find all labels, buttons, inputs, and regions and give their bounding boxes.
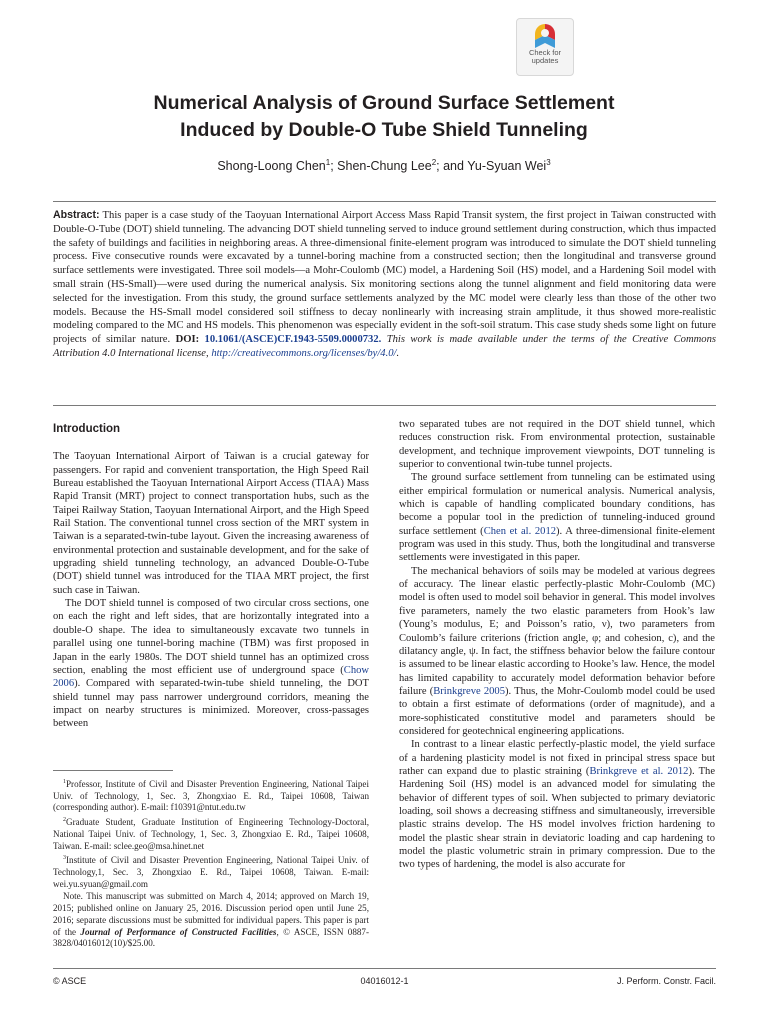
author-name: Yu-Syuan Wei <box>467 159 547 174</box>
paragraph-text: ). A three-dimensional finite-element program was used in this study. Thus, both the longitudinal and transverse settlements were investigated in this paper. <box>399 525 715 564</box>
paper-title <box>40 90 728 144</box>
doi-link[interactable]: 10.1061/(ASCE)CF.1943-5509.0000732. <box>204 334 382 346</box>
note-text: Note. This manuscript was submitted on March 4, 2014; approved on March 19, 2015; published online on January 25, 2016. Discussion period open until June 25, 2016; separate discussions must be submitted for individual papers. This paper is part of the <box>53 891 369 937</box>
crossmark-icon <box>534 23 556 49</box>
right-column <box>399 418 715 872</box>
paragraph-text: ). The Hardening Soil (HS) model is an advanced model for simulating the behavior of different types of soil. When subjected to primary deviatoric loading, soil shows a decreasing stiffness and simultaneously, irreversible plastic strains develop. The HS model involves friction hardening to model the plastic shear strain in deviatoric loading and cap hardening to model the plastic volumetric strain in primary compression. Due to the two types of hardening, the model is also accurate for <box>399 765 716 871</box>
license-text: This work is made available under the terms of the Creative Commons Attribution 4.0 International license, <box>53 334 716 359</box>
left-column <box>53 418 369 731</box>
footer-copyright: © ASCE <box>53 976 87 986</box>
badge-line-2: updates <box>531 56 559 65</box>
footnote <box>53 815 369 852</box>
footnote-text: Professor, Institute of Civil and Disaster Prevention Engineering, National Taipei Univ. of Technology, 1, Sec. 3, Zhongxiao E. Rd., Taipei 10608, Taiwan (corresponding author). E-mail: f10391@ntut.edu.tw <box>53 779 369 813</box>
footnote-mark: 2 <box>63 817 66 824</box>
author-separator: ; <box>330 159 338 174</box>
footer-rule <box>53 968 716 969</box>
title-line-1: Numerical Analysis of Ground Surface Settlement <box>153 92 615 114</box>
author-affiliation-mark: 3 <box>546 158 551 167</box>
paragraph: two separated tubes are not required in the DOT shield tunnel, which reduces construction risk. From environmental protection, sustainable development, and technique improvement viewpoints, DOT tunneling is superior to conventional twin-tube tunnel projects. <box>399 419 715 471</box>
abstract-bottom-rule <box>53 405 716 406</box>
license-link[interactable]: http://creativecommons.org/licenses/by/4.0/ <box>211 347 397 359</box>
footnote-text: Graduate Student, Graduate Institution of Engineering Technology-Doctoral, National Taipei Univ. of Technology, 1, Sec. 3, Zhongxiao E. Rd., Taipei 10608, Taiwan. E-mail: sclee.geo@msa.hinet.net <box>53 817 369 851</box>
author-list <box>40 158 728 173</box>
paragraph-text: ). Compared with separated-twin-tube shield tunneling, the DOT shield tunnel may pass narrower underground corridors, meaning the impact on nearby structures is minimized. Moreover, cross-passages between <box>53 678 369 730</box>
author-name: Shong-Loong Chen <box>217 159 326 174</box>
author-affiliation-mark: 2 <box>431 158 437 167</box>
citation-link[interactable]: Chen et al. 2012 <box>483 525 557 537</box>
author-separator: ; and <box>436 159 468 174</box>
abstract <box>53 209 716 361</box>
license-end: . <box>396 347 400 359</box>
paragraph-text: In contrast to a linear elastic perfectly-plastic model, the yield surface of a hardening plasticity model is not fixed in principal stress space but rather can expand due to plastic straining ( <box>399 739 715 777</box>
journal-name: Journal of Performance of Constructed Facilities <box>80 926 277 937</box>
section-heading: Introduction <box>53 423 121 435</box>
submission-note <box>53 891 369 950</box>
paragraph-text: ). Thus, the Mohr-Coulomb model could be used to obtain a first estimate of deformations (order of magnitude), and a more-sophisticated constitutive model and parameters should be considered for geotechnical engineering applications. <box>399 685 715 737</box>
paragraph <box>53 597 369 730</box>
paragraph <box>399 565 715 738</box>
citation-link[interactable]: Brinkgreve et al. 2012 <box>589 765 689 777</box>
citation-link[interactable]: Chow 2006 <box>53 664 369 690</box>
doi-label: DOI: <box>175 334 200 346</box>
title-line-2: Induced by Double-O Tube Shield Tunneling <box>180 119 588 141</box>
paragraph-text: The DOT shield tunnel is composed of two circular cross sections, one on each the right and left sides, that are horizontally integrated into a double-O shape. The idea to simultaneously excavate two tunnels in parallel using one tunnel-boring machine (TBM) was first proposed in Japan in the early 1980s. The DOT shield tunnel has an optimized cross section, enabling the most efficient use of underground space ( <box>53 598 369 676</box>
footnote <box>53 777 369 814</box>
note-end: , © ASCE, ISSN 0887-3828/04016012(10)/$25.00. <box>53 926 369 949</box>
paragraph: The Taoyuan International Airport of Taiwan is a crucial gateway for passengers. For rapid and convenient transportation, the High Speed Rail Bureau established the Taoyuan International Airport Access (TIAA) Mass Rapid Transit (MRT) project to connect transportation hubs, such as the Taipei Railway Station, Taoyuan International Airport, and the High Speed Rail Station. The conventional tunnel cross section of the MRT system in Taiwan is a separated-twin-tube layout. Given the increasing awareness of environmental protection and sustainable development, and for the sake of upgrading shield tunneling technology, an advanced Double-O-Tube (DOT) shield tunnel was introduced for the TIAA MRT project, the first such case in Taiwan. <box>53 451 369 596</box>
footnote-rule <box>53 770 173 771</box>
author-name: Shen-Chung Lee <box>337 159 432 174</box>
paragraph-text: The mechanical behaviors of soils may be modeled at various degrees of accuracy. The linear elastic perfectly-plastic Mohr-Coulomb (MC) model is often used to model soil behavior in general. This model involves five parameters, namely the two elastic parameters from Hook’s law (Young’s modulus, E; and Poisson’s ratio, ν), two parameters from Coulomb’s failure criterions (friction angle, φ; and cohesion, c), and the dilatancy angle, ψ. In fact, the stiffness behavior below the failure contour is assumed to be linear elastic according to Hooke’s law. Hence, the model has limited capability to accurately model deformation behavior before failure ( <box>399 565 715 697</box>
check-for-updates-badge[interactable] <box>516 18 574 76</box>
author-affiliation-mark: 1 <box>325 158 331 167</box>
abstract-label: Abstract: <box>53 209 100 221</box>
abstract-text: This paper is a case study of the Taoyuan International Airport Access Mass Rapid Transit system, the first project in Taiwan constructed with Double-O-Tube (DOT) shield tunneling. The advancing DOT shield tunneling served to induce ground settlement during construction, which thus impacted the safety of buildings and facilities in neighboring areas. A three-dimensional finite-element program was introduced to simulate the DOT shield tunneling process. Five consecutive rounds were excavated by a tunnel-boring machine from a constructed section; then the longitudinal and transverse ground surface settlements were investigated. Three soil models—a Mohr-Coulomb (MC) model, a Hardening Soil (HS) model, and a Hardening Soil model with small strain (HS-Small)—were used during the numerical analysis. Six monitoring sections along the tunnel alignment and field monitoring data were selected for the investigation. From this study, the ground surface settlements analyzed by the MC model were clearly less than those of the other two models. Because the HS-Small model considered soil stiffness to decay nonlinearly with increasing strain amplitude, it thus showed more-realistic modeling compared to the MC and HS models. This phenomenon was especially evident in the soft-soil stratum. This case study sheds some light on future projects of similar nature. <box>53 210 716 346</box>
footnote <box>53 853 369 890</box>
footnote-mark: 3 <box>63 855 66 862</box>
abstract-top-rule <box>53 201 716 202</box>
badge-line-1: Check for <box>528 48 562 57</box>
page-number: 04016012-1 <box>360 976 409 986</box>
footnotes <box>53 777 369 951</box>
footnote-text: Institute of Civil and Disaster Prevention Engineering, National Taipei Univ. of Technology,1, Sec. 3, Zhongxiao E. Rd., Taipei 10608, Taiwan. E-mail: wei.yu.syuan@gmail.com <box>53 855 369 889</box>
paragraph <box>399 471 715 564</box>
paragraph-text: The ground surface settlement from tunneling can be estimated using either empirical formulation or numerical analysis. Numerical analysis, which is capable of handling complicated boundary conditions, has become a popular tool in the prediction of tunneling-induced ground surface settlement ( <box>399 472 715 537</box>
journal-abbreviation: J. Perform. Constr. Facil. <box>616 976 716 986</box>
paragraph <box>399 738 715 871</box>
citation-link[interactable]: Brinkgreve 2005 <box>433 685 505 697</box>
footnote-mark: 1 <box>63 779 66 785</box>
